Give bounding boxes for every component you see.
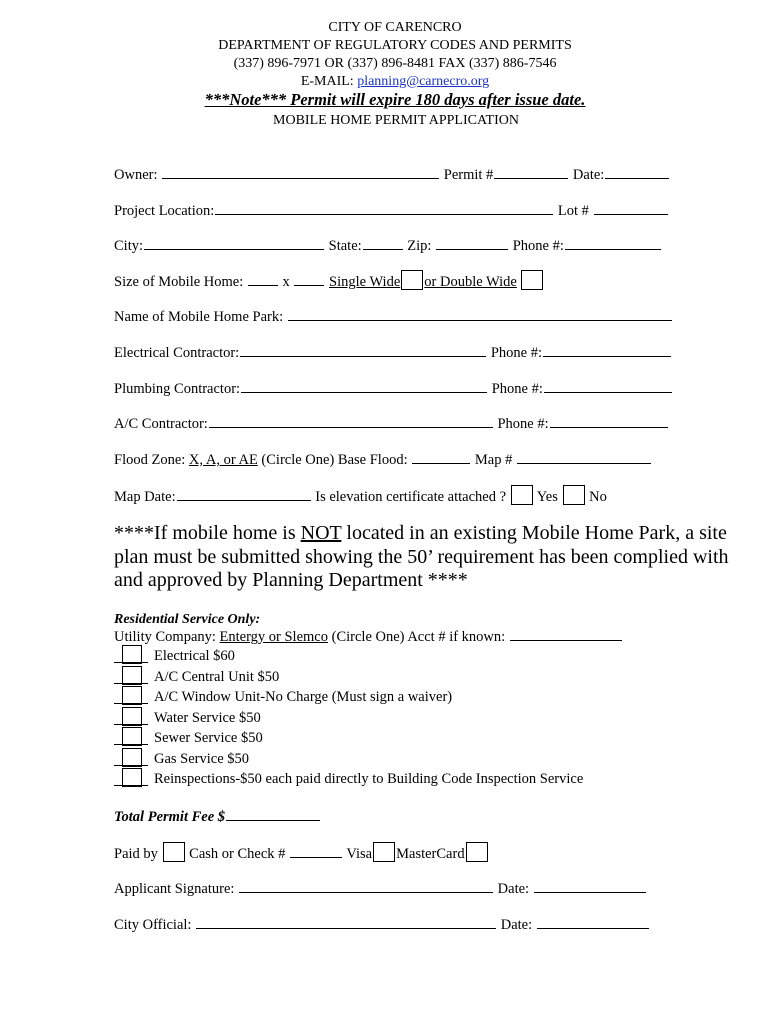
zip-label: Zip: [407, 238, 432, 254]
service-checkbox[interactable] [114, 748, 148, 767]
service-label: A/C Central Unit $50 [154, 668, 280, 685]
size-label: Size of Mobile Home: [114, 274, 244, 290]
city-official-row [114, 914, 650, 934]
double-wide-checkbox[interactable] [521, 270, 543, 290]
size-row [114, 270, 544, 290]
park-name-row [114, 306, 673, 326]
park-name-field[interactable] [288, 306, 672, 321]
service-checkbox[interactable] [114, 707, 148, 726]
map-number-field[interactable] [517, 449, 651, 464]
plumbing-contractor-label: Plumbing Contractor: [114, 381, 241, 397]
elevation-no-checkbox[interactable] [563, 485, 585, 505]
flood-zone-label: Flood Zone: [114, 452, 186, 468]
project-location-label: Project Location: [114, 203, 215, 219]
city-label: City: [114, 238, 144, 254]
single-wide-label: Single Wide [329, 274, 401, 290]
electrical-phone-label: Phone #: [490, 345, 542, 361]
city-name: CITY OF CARENCRO [328, 20, 462, 35]
total-fee-field[interactable] [226, 807, 320, 821]
map-date-row [114, 485, 607, 505]
applicant-date-field[interactable] [534, 878, 646, 893]
utility-row [114, 626, 623, 646]
elevation-question: Is elevation certificate attached ? [315, 489, 507, 505]
service-label: Reinspections-$50 each paid directly to Building Code Inspection Service [154, 771, 584, 787]
service-item [114, 768, 583, 789]
lot-label: Lot # [557, 203, 589, 219]
official-date-label: Date: [500, 917, 533, 933]
permit-field[interactable] [494, 164, 568, 179]
electrical-contractor-row [114, 342, 672, 362]
base-flood-label: (Circle One) Base Flood: [261, 452, 408, 468]
project-location-row [114, 200, 669, 220]
phone-field[interactable] [565, 235, 661, 250]
single-wide-checkbox[interactable] [401, 270, 423, 290]
date-label: Date: [572, 167, 605, 183]
phone-label: Phone #: [512, 238, 564, 254]
paid-by-label: Paid by [114, 846, 158, 862]
account-label: (Circle One) Acct # if known: [331, 629, 506, 645]
service-label: Sewer Service $50 [154, 730, 263, 746]
notice-part2: located in an existing Mobile Home Park, a site plan must be submitted showing the 50’ requirement has been complied with and approved by Planning Department **** [114, 522, 729, 591]
service-item [114, 645, 235, 666]
plumbing-phone-field[interactable] [544, 378, 672, 393]
elevation-yes-checkbox[interactable] [511, 485, 533, 505]
total-fee-label: Total Permit Fee $ [114, 809, 226, 825]
flood-zone-row [114, 449, 652, 469]
service-checkbox[interactable] [114, 666, 148, 685]
service-checkbox[interactable] [114, 686, 148, 705]
notice-part1: ****If mobile home is [114, 522, 301, 544]
department-name: DEPARTMENT OF REGULATORY CODES AND PERMITS [218, 38, 572, 53]
applicant-date-label: Date: [497, 881, 530, 897]
base-flood-field[interactable] [412, 449, 470, 464]
owner-row [114, 164, 670, 184]
plumbing-contractor-field[interactable] [241, 378, 487, 393]
plumbing-phone-label: Phone #: [491, 381, 543, 397]
service-item [114, 748, 249, 769]
ac-contractor-row [114, 413, 669, 433]
service-item [114, 727, 263, 748]
project-location-field[interactable] [215, 200, 553, 215]
check-number-field[interactable] [290, 843, 342, 858]
applicant-signature-field[interactable] [239, 878, 493, 893]
date-field[interactable] [605, 164, 669, 179]
ac-contractor-field[interactable] [209, 413, 493, 428]
city-row [114, 235, 662, 255]
city-official-field[interactable] [196, 914, 496, 929]
site-plan-notice [114, 522, 734, 593]
applicant-signature-label: Applicant Signature: [114, 881, 235, 897]
no-label: No [589, 489, 607, 505]
service-label: Water Service $50 [154, 709, 261, 726]
owner-label: Owner: [114, 167, 158, 183]
service-label: Electrical $60 [154, 648, 235, 664]
flood-zone-options[interactable]: X, A, or AE [188, 452, 258, 468]
lot-field[interactable] [594, 200, 668, 215]
applicant-signature-row [114, 878, 647, 898]
state-label: State: [328, 238, 362, 254]
service-label: Gas Service $50 [154, 750, 250, 767]
ac-phone-field[interactable] [550, 413, 668, 428]
service-label: A/C Window Unit-No Charge (Must sign a waiver) [154, 689, 453, 705]
form-title: MOBILE HOME PERMIT APPLICATION [273, 113, 519, 128]
yes-label: Yes [536, 489, 558, 505]
visa-label: Visa [346, 846, 373, 862]
account-field[interactable] [510, 626, 622, 641]
ac-phone-label: Phone #: [497, 416, 549, 432]
city-official-label: City Official: [114, 917, 192, 933]
cash-check-checkbox[interactable] [163, 842, 185, 862]
park-name-label: Name of Mobile Home Park: [114, 309, 284, 325]
service-item [114, 707, 261, 728]
city-field[interactable] [144, 235, 324, 250]
service-checkbox[interactable] [114, 727, 148, 746]
mastercard-label: MasterCard [396, 846, 465, 862]
expiry-note: ***Note*** Permit will expire 180 days after issue date. [204, 90, 586, 109]
ac-contractor-label: A/C Contractor: [114, 416, 208, 432]
mastercard-checkbox[interactable] [466, 842, 488, 862]
expiry-note-row [0, 91, 770, 111]
permit-label: Permit # [443, 167, 494, 183]
email-line [0, 73, 770, 91]
email-link[interactable]: planning@carnecro.org [357, 74, 490, 89]
plumbing-contractor-row [114, 378, 673, 398]
size-length-field[interactable] [294, 271, 324, 286]
service-checkbox[interactable] [114, 768, 148, 787]
map-number-label: Map # [474, 452, 513, 468]
electrical-phone-field[interactable] [543, 342, 671, 357]
electrical-contractor-label: Electrical Contractor: [114, 345, 240, 361]
total-fee-row [114, 807, 321, 826]
service-item [114, 666, 279, 687]
residential-title: Residential Service Only: [114, 612, 261, 627]
owner-field[interactable] [162, 164, 439, 179]
utility-options[interactable]: Entergy or Slemco [219, 629, 328, 645]
zip-field[interactable] [436, 235, 508, 250]
visa-checkbox[interactable] [373, 842, 395, 862]
phone-numbers: (337) 896-7971 OR (337) 896-8481 FAX (337) 886-7546 [233, 56, 557, 71]
map-date-field[interactable] [177, 486, 311, 501]
utility-label: Utility Company: [114, 629, 216, 645]
notice-emphasis: NOT [300, 522, 342, 544]
size-width-field[interactable] [248, 271, 278, 286]
email-label: E-MAIL: [300, 74, 354, 89]
map-date-label: Map Date: [114, 489, 176, 505]
paid-by-row [114, 842, 489, 862]
service-checkbox[interactable] [114, 645, 148, 664]
official-date-field[interactable] [537, 914, 649, 929]
state-field[interactable] [363, 235, 403, 250]
service-item [114, 686, 452, 707]
cash-check-label: Cash or Check # [189, 846, 286, 862]
double-wide-label: or Double Wide [424, 274, 517, 290]
electrical-contractor-field[interactable] [240, 342, 486, 357]
size-x-label: x [282, 274, 290, 290]
